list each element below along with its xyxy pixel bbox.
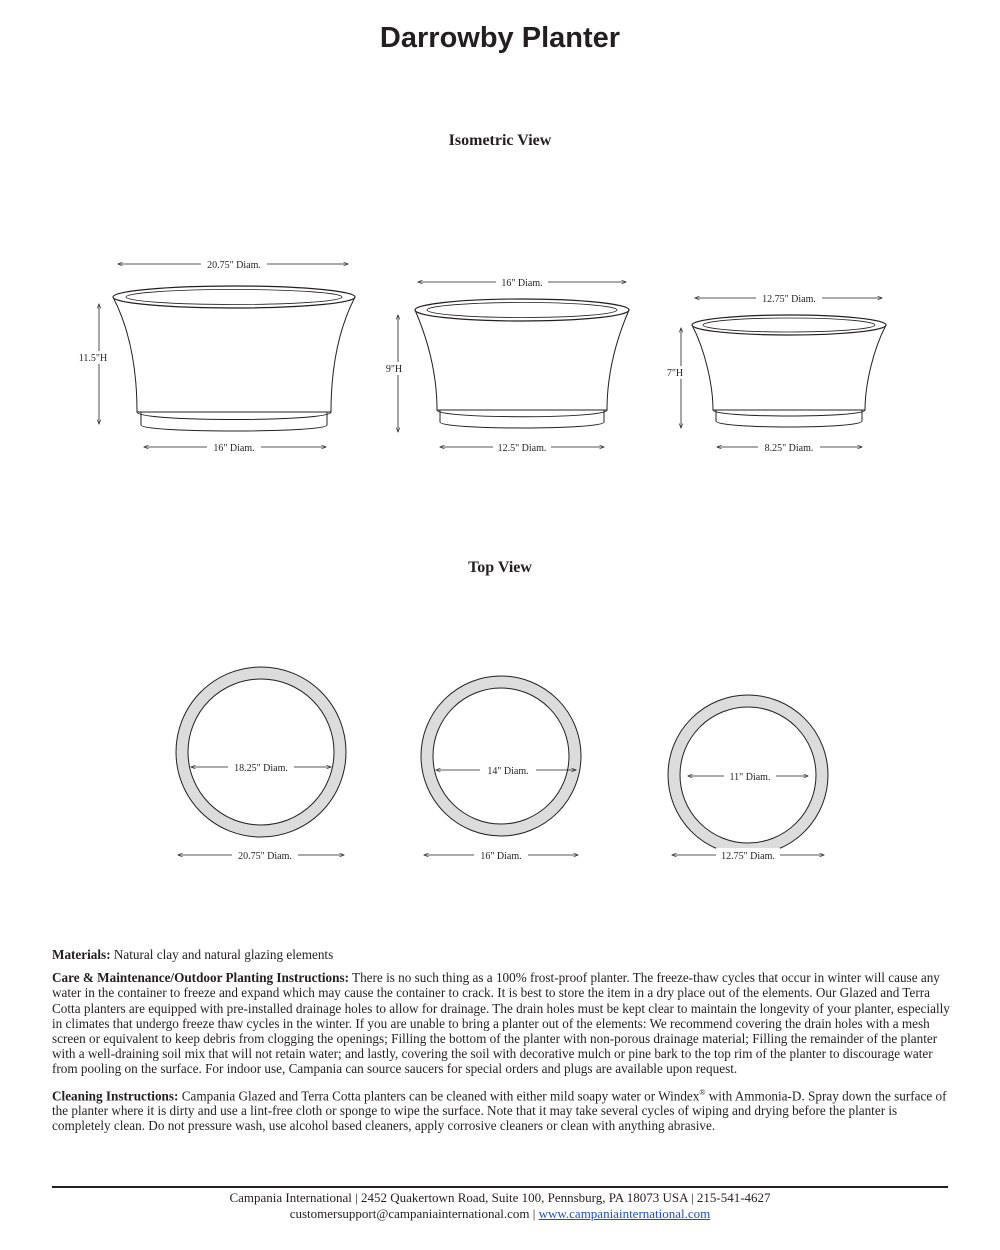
- materials-paragraph: [52, 947, 952, 962]
- isometric-view-heading: Isometric View: [448, 132, 552, 149]
- page-title: Darrowby Planter: [379, 22, 621, 54]
- cleaning-paragraph: [52, 1085, 952, 1134]
- website-link[interactable]: www.campaniainternational.com: [538, 1206, 711, 1221]
- height-label: 11.5"H: [78, 353, 108, 364]
- inner-diameter-label: 11" Diam.: [729, 772, 771, 783]
- inner-diameter-label: 14" Diam.: [487, 766, 529, 777]
- footer-address: Campania International | 2452 Quakertown Road, Suite 100, Pennsburg, PA 18073 USA | 215-541-4627: [229, 1190, 771, 1205]
- planter-medium-isometric: [415, 299, 629, 428]
- height-label: 7"H: [666, 368, 684, 379]
- top-diameter-label: 12.75" Diam.: [762, 294, 816, 305]
- planter-large-isometric: [113, 286, 355, 431]
- cleaning-label: Cleaning Instructions:: [52, 1088, 179, 1104]
- care-text: There is no such thing as a 100% frost-proof planter. The freeze-thaw cycles that occur in winter will cause any water in the container to freeze and expand which may cause the container to crack. It is best to store the item in a dry place out of the elements. Our Glazed and Terra Cotta planters are equipped with pre-installed drainage holes to allow for drainage. The drain holes must be kept clear to maintain the longevity of your planter, especially in climates that undergo freeze thaw cycles in the winter. If you are unable to bring a planter out of the elements: We recommend covering the drain holes with a mesh screen or equivalent to keep debris from clogging the openings; Filling the bottom of the planter with non-porous drainage material; Filling the remainder of the planter with a well-draining soil mix that will not retain water; and lastly, covering the soil with decorative mulch or pine bark to the top rim of the planter to discourage water from pooling on the surface. For indoor use, Campania can source saucers for special orders and plugs are available upon request.: [52, 970, 950, 1077]
- top-view-heading: Top View: [468, 559, 532, 576]
- top-diameter-label: 16" Diam.: [501, 278, 543, 289]
- materials-label: Materials:: [52, 947, 111, 962]
- height-label: 9"H: [385, 364, 403, 375]
- care-label: Care & Maintenance/Outdoor Planting Instructions:: [52, 970, 349, 986]
- planter-small-isometric: [692, 315, 886, 427]
- footer: [0, 1190, 1000, 1222]
- bottom-diameter-label: 8.25" Diam.: [764, 443, 814, 454]
- outer-diameter-label: 12.75" Diam.: [721, 851, 775, 862]
- footer-divider: [52, 1186, 948, 1188]
- bottom-diameter-label: 16" Diam.: [213, 443, 255, 454]
- footer-email: customersupport@campaniainternational.com: [289, 1206, 530, 1221]
- planter-medium-top-view: [421, 676, 581, 862]
- inner-diameter-label: 18.25" Diam.: [234, 763, 288, 774]
- bottom-diameter-label: 12.5" Diam.: [497, 443, 547, 454]
- footer-contact: [0, 1206, 1000, 1222]
- description-text: [52, 947, 952, 1142]
- materials-text: Natural clay and natural glazing elements: [110, 947, 334, 962]
- planter-small-top-view: [668, 695, 828, 862]
- top-diameter-label: 20.75" Diam.: [207, 260, 261, 271]
- cleaning-text-after: with Ammonia-D. Spray down the surface of the planter where it is dirty and use a lint-free cloth or sponge to wipe the surface. Note that it may take several cycles of wiping and drying before the planter is completely clean. Do not pressure wash, use alcohol based cleaners, apply corrosive cleaners or clean with anything abrasive.: [52, 1088, 947, 1134]
- registered-mark: ®: [699, 1087, 706, 1097]
- footer-separator: |: [529, 1206, 539, 1221]
- care-paragraph: [52, 970, 952, 1076]
- cleaning-text-before: Campania Glazed and Terra Cotta planters can be cleaned with either mild soapy water or Windex: [178, 1088, 700, 1104]
- outer-diameter-label: 16" Diam.: [480, 851, 522, 862]
- planter-large-top-view: [176, 667, 346, 862]
- outer-diameter-label: 20.75" Diam.: [238, 851, 292, 862]
